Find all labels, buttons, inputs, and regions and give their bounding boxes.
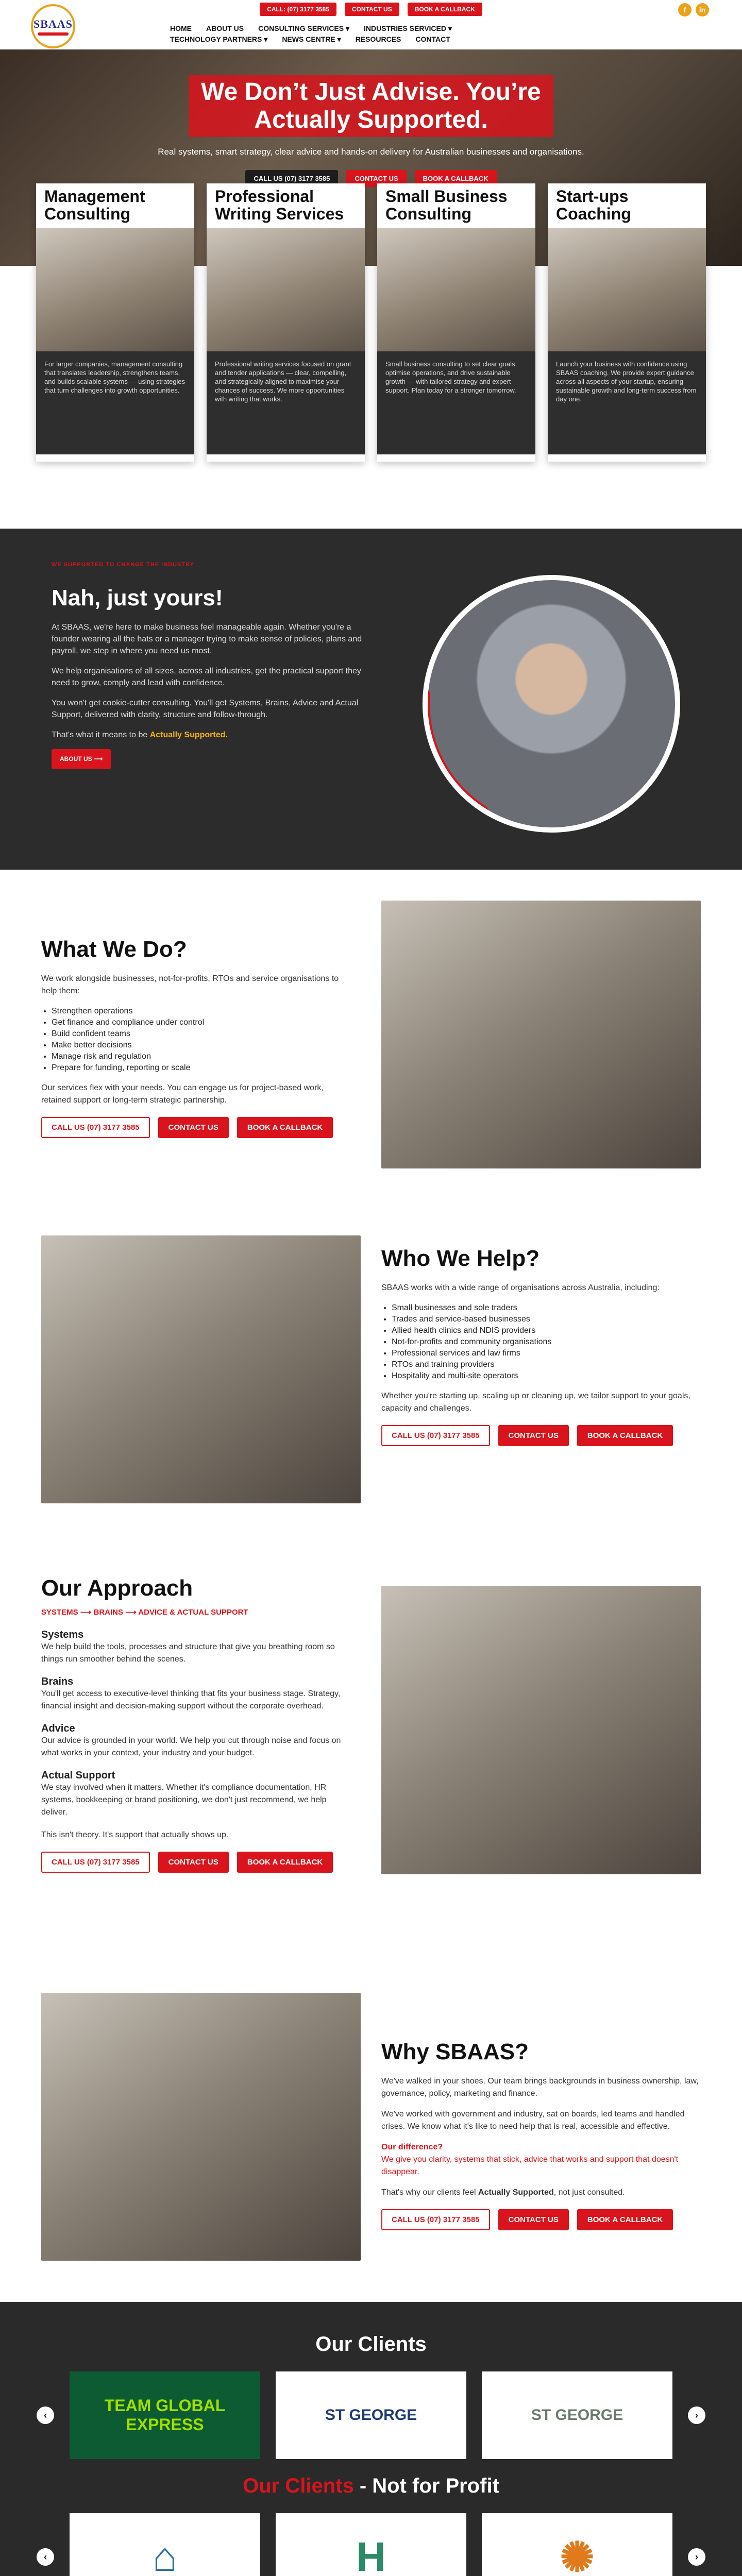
nav-about[interactable]: ABOUT US	[206, 24, 244, 32]
nav-technology[interactable]: TECHNOLOGY PARTNERS ▾	[170, 35, 268, 43]
chevron-left-icon[interactable]: ‹	[37, 2406, 54, 2424]
card-text: Small business consulting to set clear goals, optimise operations, and drive sustainable growth — with tailored strategy and expert support. Plan today for a stronger tomorrow.	[377, 351, 535, 454]
about-us-button[interactable]: ABOUT US ⟶	[52, 749, 111, 769]
service-card[interactable]	[377, 183, 535, 462]
approach-heading: Systems	[41, 1629, 84, 1640]
hero-subtitle: Real systems, smart strategy, clear advice and hands-on delivery for Australian businesses and organisations.	[158, 147, 584, 157]
why-paragraph: We've walked in your shoes. Our team brings backgrounds in business ownership, law, governance, policy, marketing and finance.	[381, 2077, 699, 2098]
what-we-do-section	[0, 870, 742, 1199]
clients-nfp-title-highlight: Our Clients	[243, 2475, 354, 2497]
service-card[interactable]	[548, 183, 706, 462]
nav-consulting[interactable]: CONSULTING SERVICES ▾	[258, 24, 349, 32]
who-we-help-intro: SBAAS works with a wide range of organisations across Australia, including:	[381, 1283, 660, 1292]
client-logo: H	[276, 2513, 466, 2576]
main-nav	[0, 19, 742, 49]
why-paragraph: We've worked with government and industry, sat on boards, led teams and handled crises. We know what it's like to need help that is real, accessible and effective.	[381, 2110, 685, 2131]
why-paragraph-text: That's why our clients feel	[381, 2188, 479, 2197]
call-button[interactable]: CALL US (07) 3177 3585	[381, 1425, 490, 1446]
approach-text: We stay involved when it matters. Whether it's compliance documentation, HR systems, bookkeeping or brand positioning, we don't just recommend, we help deliver.	[41, 1783, 327, 1817]
call-button[interactable]: CALL US (07) 3177 3585	[41, 1852, 150, 1873]
hero-title-line1: We Don’t Just Advise. You’re	[201, 78, 541, 106]
hero-title	[189, 75, 553, 137]
book-callback-button[interactable]: BOOK A CALLBACK	[577, 1425, 673, 1446]
approach-title: Our Approach	[41, 1575, 193, 1601]
clients-nfp-title	[0, 2475, 742, 2498]
approach-heading: Brains	[41, 1676, 74, 1687]
list-item: • Manage risk and regulation	[52, 1051, 350, 1062]
list-item: • Get finance and compliance under control	[52, 1017, 350, 1028]
call-button[interactable]: CALL: (07) 3177 3585	[260, 3, 336, 16]
about-paragraph: You won't get cookie-cutter consulting. You'll get Systems, Brains, Advice and Actual Support, delivered with clarity, structure and follow-through.	[52, 699, 359, 719]
list-item: • Hospitality and multi-site operators	[392, 1370, 701, 1382]
list-item: • Make better decisions	[52, 1040, 350, 1051]
who-we-help-list	[392, 1302, 701, 1382]
workshop-photo	[41, 1993, 361, 2261]
approach-text: We help build the tools, processes and structure that give you breathing room so things run smoother behind the scenes.	[41, 1642, 335, 1664]
clients-title: Our Clients	[315, 2333, 427, 2355]
hero-book-button[interactable]: BOOK A CALLBACK	[415, 170, 497, 187]
chevron-left-icon[interactable]: ‹	[37, 2548, 54, 2566]
linkedin-icon[interactable]: in	[696, 3, 709, 16]
who-we-help-title: Who We Help?	[381, 1246, 540, 1271]
list-item: • Trades and service-based businesses	[392, 1314, 701, 1325]
nav-news[interactable]: NEWS CENTRE ▾	[282, 35, 341, 43]
card-title: Start-ups Coaching	[556, 187, 631, 223]
who-we-help-section	[0, 1199, 742, 1539]
hero-title-line2: Actually Supported.	[254, 106, 488, 133]
clients-nfp-title-text: - Not for Profit	[353, 2475, 499, 2497]
list-item: • Build confident teams	[52, 1028, 350, 1040]
card-text: Professional writing services focused on grant and tender applications — clear, compelling, and strategically aligned to maximise your chances of success. We more opportunities with writing that works.	[207, 351, 365, 454]
approach-outro: This isn't theory. It's support that actually shows up.	[41, 1831, 229, 1839]
list-item: • Prepare for funding, reporting or scale	[52, 1062, 350, 1074]
why-title: Why SBAAS?	[381, 2039, 529, 2064]
card-title: Small Business Consulting	[385, 187, 508, 223]
contact-button[interactable]: CONTACT US	[345, 3, 399, 16]
card-image	[377, 228, 535, 351]
contact-button[interactable]: CONTACT US	[158, 1852, 229, 1873]
section-tag: WE SUPPORTED TO CHANGE THE INDUSTRY	[52, 562, 195, 568]
list-item: • RTOs and training providers	[392, 1359, 701, 1370]
clients-section	[0, 2302, 742, 2576]
chevron-right-icon[interactable]: ›	[688, 2548, 705, 2566]
contact-button[interactable]: CONTACT US	[158, 1117, 229, 1138]
nav-contact[interactable]: CONTACT	[415, 35, 450, 43]
list-item: • Allied health clinics and NDIS providers	[392, 1325, 701, 1336]
about-section	[0, 529, 742, 870]
card-title: Professional Writing Services	[215, 187, 344, 223]
contact-button[interactable]: CONTACT US	[498, 2209, 569, 2230]
approach-flow: SYSTEMS ⟶ BRAINS ⟶ ADVICE & ACTUAL SUPPORT	[41, 1608, 248, 1617]
what-we-do-intro: We work alongside businesses, not-for-profits, RTOs and service organisations to help them:	[41, 974, 339, 995]
card-image	[36, 228, 194, 351]
site-logo[interactable]	[31, 4, 75, 48]
client-logo: ST GEORGE	[482, 2371, 672, 2459]
meeting-photo	[41, 1235, 361, 1503]
founder-portrait	[423, 575, 680, 833]
book-callback-button[interactable]: BOOK A CALLBACK	[408, 3, 482, 16]
nav-industries[interactable]: INDUSTRIES SERVICED ▾	[364, 24, 452, 32]
contact-button[interactable]: CONTACT US	[498, 1425, 569, 1446]
approach-text: You'll get access to executive-level thinking that fits your business stage. Strategy, financial insight and decision-making support without the corporate overhead.	[41, 1689, 341, 1710]
card-text: Launch your business with confidence using SBAAS coaching. We provide expert guidance across all aspects of your startup, ensuring sustainable growth and long-term success from day one.	[548, 351, 706, 454]
book-callback-button[interactable]: BOOK A CALLBACK	[577, 2209, 673, 2230]
hero-call-button[interactable]: CALL US (07) 3177 3585	[245, 170, 338, 187]
approach-photo	[381, 1586, 701, 1874]
list-item: • Professional services and law firms	[392, 1348, 701, 1359]
card-text: For larger companies, management consulting that translates leadership, strengthens teams, and builds scalable systems — using strategies that turn challenges into growth opportunities.	[36, 351, 194, 454]
difference-text: We give you clarity, systems that stick, advice that works and support that doesn't disappear.	[381, 2155, 679, 2176]
difference-title: Our difference?	[381, 2143, 443, 2151]
nav-home[interactable]: HOME	[170, 24, 192, 32]
actually-supported-highlight: Actually Supported.	[149, 731, 228, 739]
card-image	[207, 228, 365, 351]
hero-contact-button[interactable]: CONTACT US	[346, 170, 406, 187]
top-bar	[0, 0, 742, 19]
card-title: Management Consulting	[44, 187, 145, 223]
service-card[interactable]	[207, 183, 365, 462]
about-paragraph: At SBAAS, we're here to make business feel manageable again. Whether you're a founder wearing all the hats or a manager trying to make sense of policies, plans and payroll, we step in where you need us most.	[52, 623, 362, 655]
about-paragraph: We help organisations of all sizes, across all industries, get the practical support they need to grow, comply and lead with confidence.	[52, 667, 361, 687]
about-title: Nah, just yours!	[52, 585, 223, 611]
service-card[interactable]	[36, 183, 194, 462]
what-we-do-title: What We Do?	[41, 937, 187, 962]
nav-resources[interactable]: RESOURCES	[355, 35, 401, 43]
what-we-do-outro: Our services flex with your needs. You can engage us for project-based work, retained support or long-term strategic partnership.	[41, 1083, 324, 1105]
actually-supported-highlight: Actually Supported	[478, 2188, 554, 2197]
list-item: • Strengthen operations	[52, 1006, 350, 1017]
team-laptop-photo	[381, 901, 701, 1168]
client-logo: ⌂	[70, 2513, 260, 2576]
about-paragraph-text: That's what it means to be	[52, 731, 150, 739]
book-callback-button[interactable]: BOOK A CALLBACK	[237, 1852, 333, 1873]
chevron-right-icon[interactable]: ›	[688, 2406, 705, 2424]
list-item: • Not-for-profits and community organisations	[392, 1336, 701, 1348]
why-section	[0, 1962, 742, 2302]
approach-section	[0, 1539, 742, 1962]
client-logo: TEAM GLOBAL EXPRESS	[70, 2371, 260, 2459]
service-cards	[0, 183, 742, 462]
social-links	[678, 3, 709, 16]
approach-heading: Actual Support	[41, 1770, 115, 1781]
call-button[interactable]: CALL US (07) 3177 3585	[381, 2209, 490, 2230]
logo-swoosh	[38, 32, 69, 36]
call-button[interactable]: CALL US (07) 3177 3585	[41, 1117, 150, 1138]
facebook-icon[interactable]: f	[678, 3, 692, 16]
list-item: • Small businesses and sole traders	[392, 1302, 701, 1314]
approach-heading: Advice	[41, 1723, 75, 1734]
client-logo: ✺	[482, 2513, 672, 2576]
what-we-do-list	[52, 1006, 350, 1074]
logo-text: SBAAS	[33, 17, 73, 30]
book-callback-button[interactable]: BOOK A CALLBACK	[237, 1117, 333, 1138]
approach-text: Our advice is grounded in your world. We help you cut through noise and focus on what works in your context, your industry and your budget.	[41, 1736, 341, 1757]
why-paragraph	[381, 2187, 701, 2199]
about-paragraph	[52, 729, 371, 741]
why-paragraph-text: , not just consulted.	[553, 2188, 625, 2197]
who-we-help-outro: Whether you're starting up, scaling up or cleaning up, we tailor support to your goals, capacity and challenges.	[381, 1392, 690, 1413]
card-image	[548, 228, 706, 351]
client-logo: ST GEORGE	[276, 2371, 466, 2459]
